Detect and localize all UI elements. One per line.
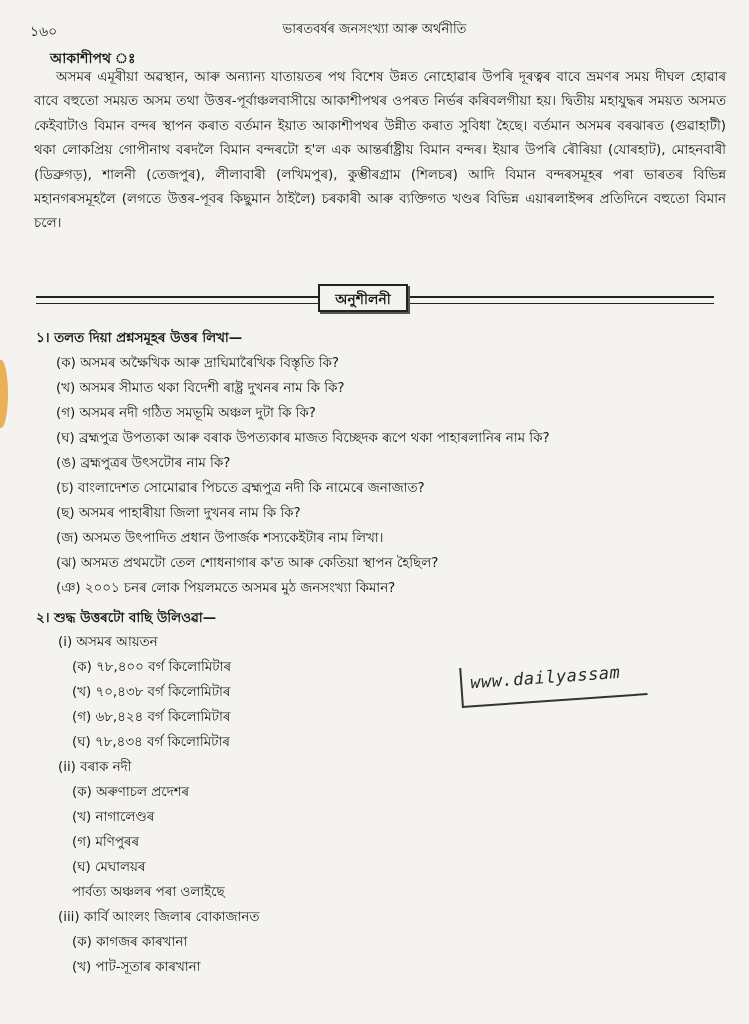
question-1-item: (চ) বাংলাদেশত সোমোৱাৰ পিচতে ব্ৰহ্মপুত্ৰ নদী কি নামেৰে জনাজাত? <box>56 481 425 496</box>
section-paragraph <box>34 66 726 237</box>
answer-option: (ঘ) ৭৮,৪৩৪ বৰ্গ কিলোমিটাৰ <box>72 735 230 750</box>
paragraph-line: মহানগৰসমূহলৈ (লগতে উত্তৰ-পূবৰ কিছুমান ঠাইলৈ) চৰকাৰী আৰু ব্যক্তিগত খণ্ডৰ বিভিন্ন এয়াৰলাইন্সৰ প্ৰতিদিনে বহুতো বিমান <box>34 192 726 208</box>
answer-option: (গ) মণিপুৰৰ <box>72 835 140 850</box>
question-2-sub-tail: পাৰ্বত্য অঞ্চলৰ পৰা ওলাইছে <box>72 885 225 900</box>
question-1-heading: ১। তলত দিয়া প্ৰশ্নসমূহৰ উত্তৰ লিখা— <box>36 331 243 346</box>
answer-option: (ক) ৭৮,৪০০ বৰ্গ কিলোমিটাৰ <box>72 660 231 675</box>
paragraph-line: চলে। <box>34 216 62 232</box>
question-2-heading: ২। শুদ্ধ উত্তৰটো বাছি উলিওৱা— <box>36 611 217 626</box>
page-number: ১৬০ <box>30 24 58 40</box>
question-1-item: (ঞ) ২০০১ চনৰ লোক পিয়লমতে অসমৰ মুঠ জনসংখ্যা কিমান? <box>56 581 396 596</box>
answer-option: (ক) অৰুণাচল প্ৰদেশৰ <box>72 785 190 800</box>
exercise-rule-left <box>36 296 318 304</box>
question-1-item: (খ) অসমৰ সীমাত থকা বিদেশী ৰাষ্ট্ৰ দুখনৰ নাম কি কি? <box>56 381 345 396</box>
question-2-sub-prompt: (i) অসমৰ আয়তন <box>58 635 158 650</box>
question-1-item: (ছ) অসমৰ পাহাৰীয়া জিলা দুখনৰ নাম কি কি? <box>56 506 301 521</box>
paragraph-line: অসমত কেইবাটাও বিমান বন্দৰ স্থাপন কৰাত বৰ্তমান ইয়াত আকাশীপথৰ উন্নীত কৰাত সুবিধা হৈছে। বৰ্তমান অসমৰ বৰঝাৰত <box>34 94 726 134</box>
question-1-item: (ঙ) ব্ৰহ্মপুত্ৰৰ উৎসটোৰ নাম কি? <box>56 456 231 471</box>
running-header: ভাৰতবৰ্ষৰ জনসংখ্যা আৰু অৰ্থনীতি <box>282 22 467 37</box>
question-1-item: (জ) অসমত উৎপাদিত প্ৰধান উপাৰ্জক শস্যকেইটাৰ নাম লিখা। <box>56 531 384 546</box>
question-2-sub-prompt: (iii) কাৰ্বি আংলং জিলাৰ বোকাজানত <box>58 910 260 925</box>
exercise-title: অনুশীলনী <box>318 284 408 312</box>
paragraph-line: অসমৰ এমূৰীয়া অৱস্থান, আৰু অন্যান্য যাতায়তৰ পথ বিশেষ উন্নত নোহোৱাৰ উপৰি দূৰত্বৰ বাবে ভ্ৰমণৰ সময় দীঘল হোৱাৰ <box>56 70 726 85</box>
answer-option: (খ) নাগালেণ্ডৰ <box>72 810 155 825</box>
watermark-text: www.dailyassam <box>469 662 621 694</box>
section-heading: আকাশীপথ ঃ <box>50 51 136 67</box>
paragraph-line: বাবে বহুতো সময়ত অসম তথা উত্তৰ-পূৰ্বাঞ্চলবাসীয়ে আকাশীপথৰ ওপৰত নিৰ্ভৰ কৰিবলগীয়া হয়। দ্বিতীয় মহাযুদ্ধৰ সময়ত <box>34 94 683 110</box>
page-edge-stain <box>0 360 8 428</box>
answer-option: (খ) পাট-সূতাৰ কাৰখানা <box>72 960 201 975</box>
answer-option: (ক) কাগজৰ কাৰখানা <box>72 935 188 950</box>
paragraph-line: মোহনবাৰী (ডিব্ৰুগড়), শালনী (তেজপুৰ), লীলাবাৰী (লখিমপুৰ), কুম্ভীৰগ্ৰাম (শিলচৰ) আদি বিমান বন্দৰসমূহৰ পৰা ভাৰতৰ বিভিন্ন <box>34 143 726 183</box>
question-1-item: (ঘ) ব্ৰহ্মপুত্ৰ উপত্যকা আৰু বৰাক উপত্যকাৰ মাজত বিচ্ছেদক ৰূপে থকা পাহাৰলানিৰ নাম কি? <box>56 431 550 446</box>
exercise-rule-right <box>408 296 714 304</box>
watermark-stamp <box>459 655 647 708</box>
question-1-item: (গ) অসমৰ নদী গঠিত সমভূমি অঞ্চল দুটা কি কি? <box>56 406 316 421</box>
answer-option: (খ) ৭০,৪৩৮ বৰ্গ কিলোমিটাৰ <box>72 685 231 700</box>
question-1-item: (ক) অসমৰ অক্ষৈখিক আৰু দ্ৰাঘিমাৰৈখিক বিস্তৃতি কি? <box>56 356 339 371</box>
question-2-sub-prompt: (ii) বৰাক নদী <box>58 760 132 775</box>
paragraph-line: (গুৱাহাটী) থকা লোকপ্ৰিয় গোপীনাথ বৰদলৈ বিমান বন্দৰটো হ'ল এক আন্তৰ্ৰাষ্ট্ৰীয় বিমান বন্দৰ। ইয়াৰ উপৰি ৰৌৰিয়া (যোৰহাট), <box>34 118 726 159</box>
question-1-item: (ঝ) অসমত প্ৰথমটো তেল শোধনাগাৰ ক'ত আৰু কেতিয়া স্থাপন হৈছিল? <box>56 556 439 571</box>
answer-option: (গ) ৬৮,৪২৪ বৰ্গ কিলোমিটাৰ <box>72 710 231 725</box>
answer-option: (ঘ) মেঘালয়ৰ <box>72 860 146 875</box>
